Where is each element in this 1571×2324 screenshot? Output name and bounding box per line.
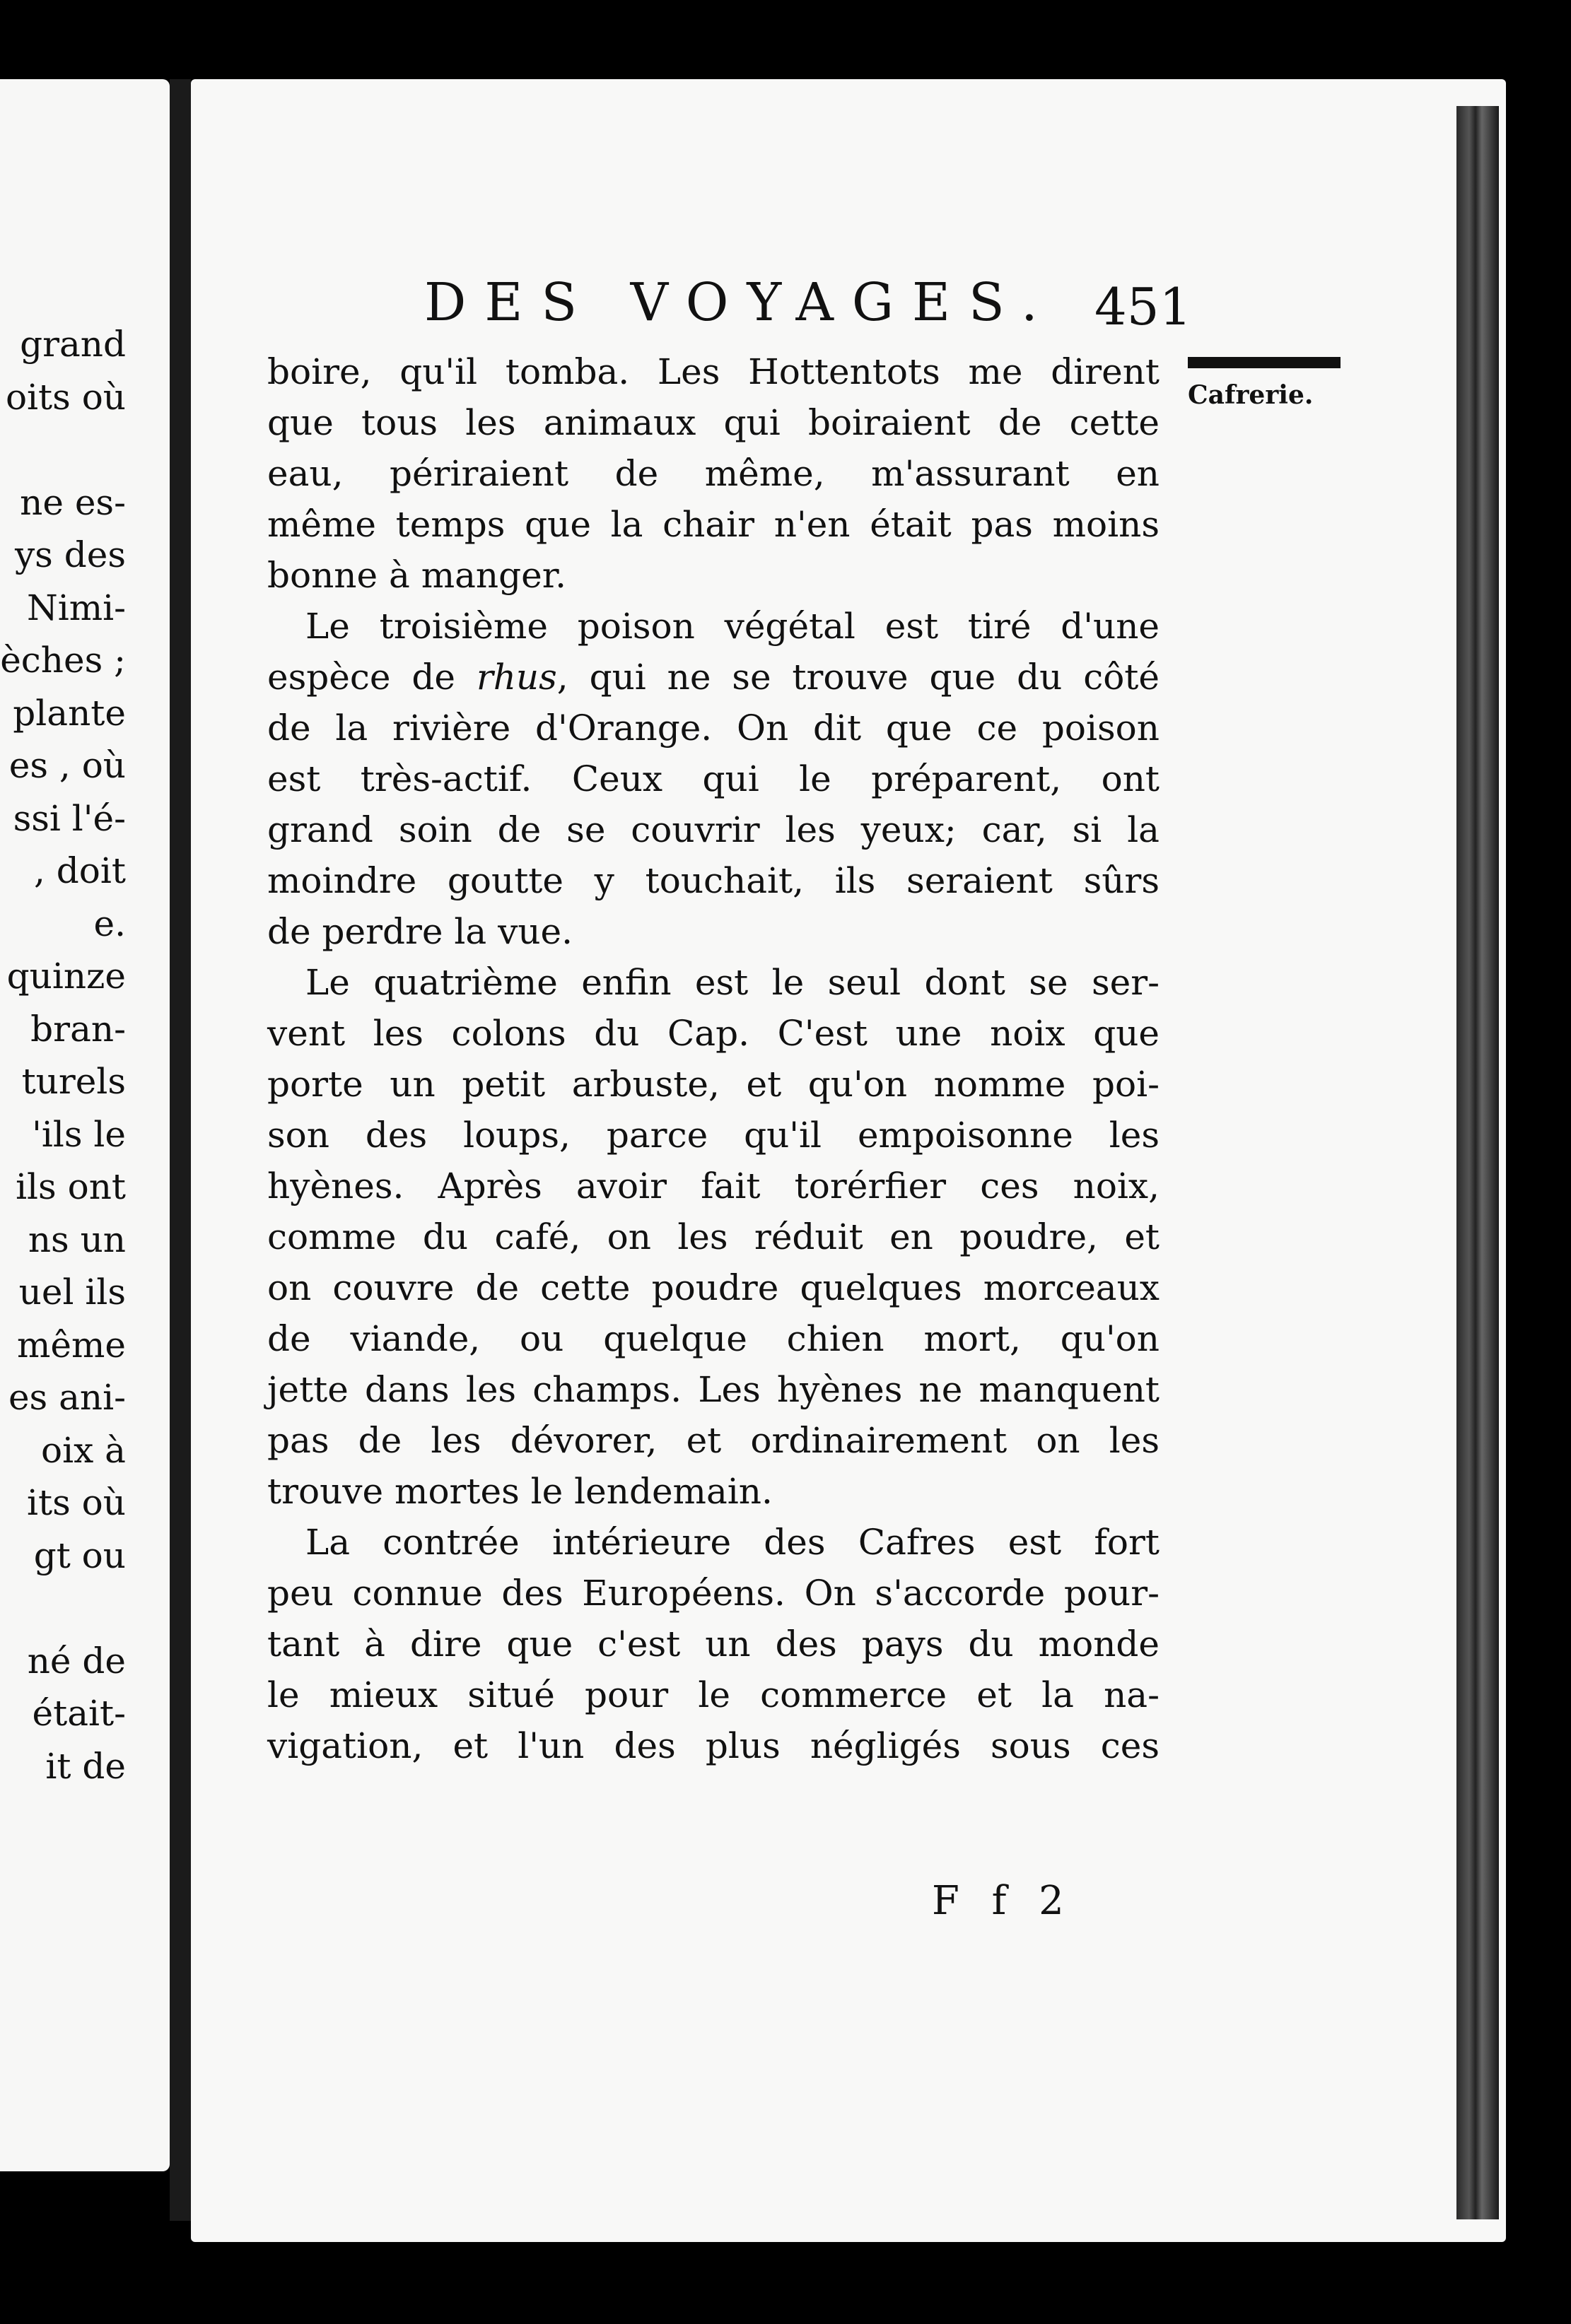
previous-page xyxy=(0,79,170,2171)
left-fragment: même xyxy=(16,1324,126,1366)
text-line: espèce de rhus, qui ne se trouve que du côté xyxy=(267,657,1160,698)
previous-page-line-fragments xyxy=(0,318,126,1792)
left-fragment: Nimi- xyxy=(26,587,126,628)
page-number: 451 xyxy=(1094,277,1192,336)
text-line: pas de les dévorer, et ordinairement on les xyxy=(267,1420,1160,1461)
margin-note: Cafrerie. xyxy=(1188,380,1314,410)
left-fragment xyxy=(0,423,126,476)
left-fragment: oits où xyxy=(5,376,126,418)
left-fragment: ssi l'é- xyxy=(13,797,126,839)
text-line: on couvre de cette poudre quelques morceaux xyxy=(267,1267,1160,1308)
left-fragment: gt ou xyxy=(33,1534,126,1576)
left-fragment: , doit xyxy=(34,850,126,891)
left-fragment: es ani- xyxy=(8,1377,126,1418)
left-fragment: grand xyxy=(20,324,126,365)
body-text xyxy=(267,346,1160,1771)
left-fragment: 'ils le xyxy=(32,1113,126,1155)
text-line-part: espèce de xyxy=(267,657,455,698)
left-fragment: quinze xyxy=(6,956,126,997)
left-fragment: né de xyxy=(27,1640,126,1682)
text-line: trouve mortes le lendemain. xyxy=(267,1471,773,1512)
left-fragment: oix à xyxy=(41,1429,126,1471)
text-line: son des loups, parce qu'il empoisonne les xyxy=(267,1115,1160,1156)
text-line: de perdre la vue. xyxy=(267,911,573,952)
left-fragment: e. xyxy=(93,903,126,944)
text-line: même temps que la chair n'en était pas moins xyxy=(267,504,1160,545)
text-line: vent les colons du Cap. C'est une noix que xyxy=(267,1013,1160,1054)
left-fragment: était- xyxy=(32,1693,126,1734)
left-fragment: ns un xyxy=(28,1219,126,1260)
margin-rule xyxy=(1188,357,1341,368)
text-line: jette dans les champs. Les hyènes ne manquent xyxy=(267,1369,1160,1410)
text-line: est très-actif. Ceux qui le préparent, ont xyxy=(267,758,1160,799)
page-block-edge xyxy=(1456,106,1499,2219)
text-line: le mieux situé pour le commerce et la na- xyxy=(267,1674,1160,1715)
italic-term: rhus xyxy=(476,657,557,698)
left-fragment: ne es- xyxy=(20,481,126,523)
book-gutter xyxy=(170,79,191,2221)
text-line-part: qui ne se trouve que du côté xyxy=(589,657,1160,698)
text-line: que tous les animaux qui boiraient de cette xyxy=(267,402,1160,443)
left-fragment xyxy=(0,1582,126,1635)
left-fragment: ys des xyxy=(14,534,126,575)
left-fragment: plante xyxy=(13,692,126,734)
text-line: porte un petit arbuste, et qu'on nomme poi- xyxy=(267,1064,1160,1105)
text-line: La contrée intérieure des Cafres est fort xyxy=(305,1522,1160,1563)
text-line: de la rivière d'Orange. On dit que ce poison xyxy=(267,708,1160,749)
text-line: de viande, ou quelque chien mort, qu'on xyxy=(267,1318,1160,1359)
left-fragment: bran- xyxy=(30,1008,126,1050)
left-fragment: ils ont xyxy=(16,1166,126,1207)
text-line: boire, qu'il tomba. Les Hottentots me dirent xyxy=(267,351,1160,392)
left-fragment: its où xyxy=(27,1482,126,1523)
text-line: moindre goutte y touchait, ils seraient sûrs xyxy=(267,860,1160,901)
running-title: DES VOYAGES. xyxy=(424,272,1056,333)
text-line: Le troisième poison végétal est tiré d'une xyxy=(305,606,1160,647)
left-fragment: turels xyxy=(21,1061,126,1102)
text-line: comme du café, on les réduit en poudre, et xyxy=(267,1216,1160,1257)
left-fragment: es , où xyxy=(8,745,126,786)
left-fragment: èches ; xyxy=(0,640,126,681)
text-line: grand soin de se couvrir les yeux; car, si la xyxy=(267,809,1160,850)
left-fragment: it de xyxy=(45,1745,126,1787)
text-line: hyènes. Après avoir fait torérfier ces noix, xyxy=(267,1166,1160,1207)
signature-mark: F f 2 xyxy=(932,1878,1074,1924)
left-fragment: uel ils xyxy=(18,1272,126,1313)
text-line: bonne à manger. xyxy=(267,555,567,596)
text-line: vigation, et l'un des plus négligés sous ces xyxy=(267,1725,1160,1766)
text-line: eau, périraient de même, m'assurant en xyxy=(267,453,1160,494)
text-line: Le quatrième enfin est le seul dont se ser- xyxy=(305,962,1160,1003)
text-line: tant à dire que c'est un des pays du monde xyxy=(267,1624,1160,1665)
text-line: peu connue des Européens. On s'accorde pour- xyxy=(267,1573,1160,1614)
